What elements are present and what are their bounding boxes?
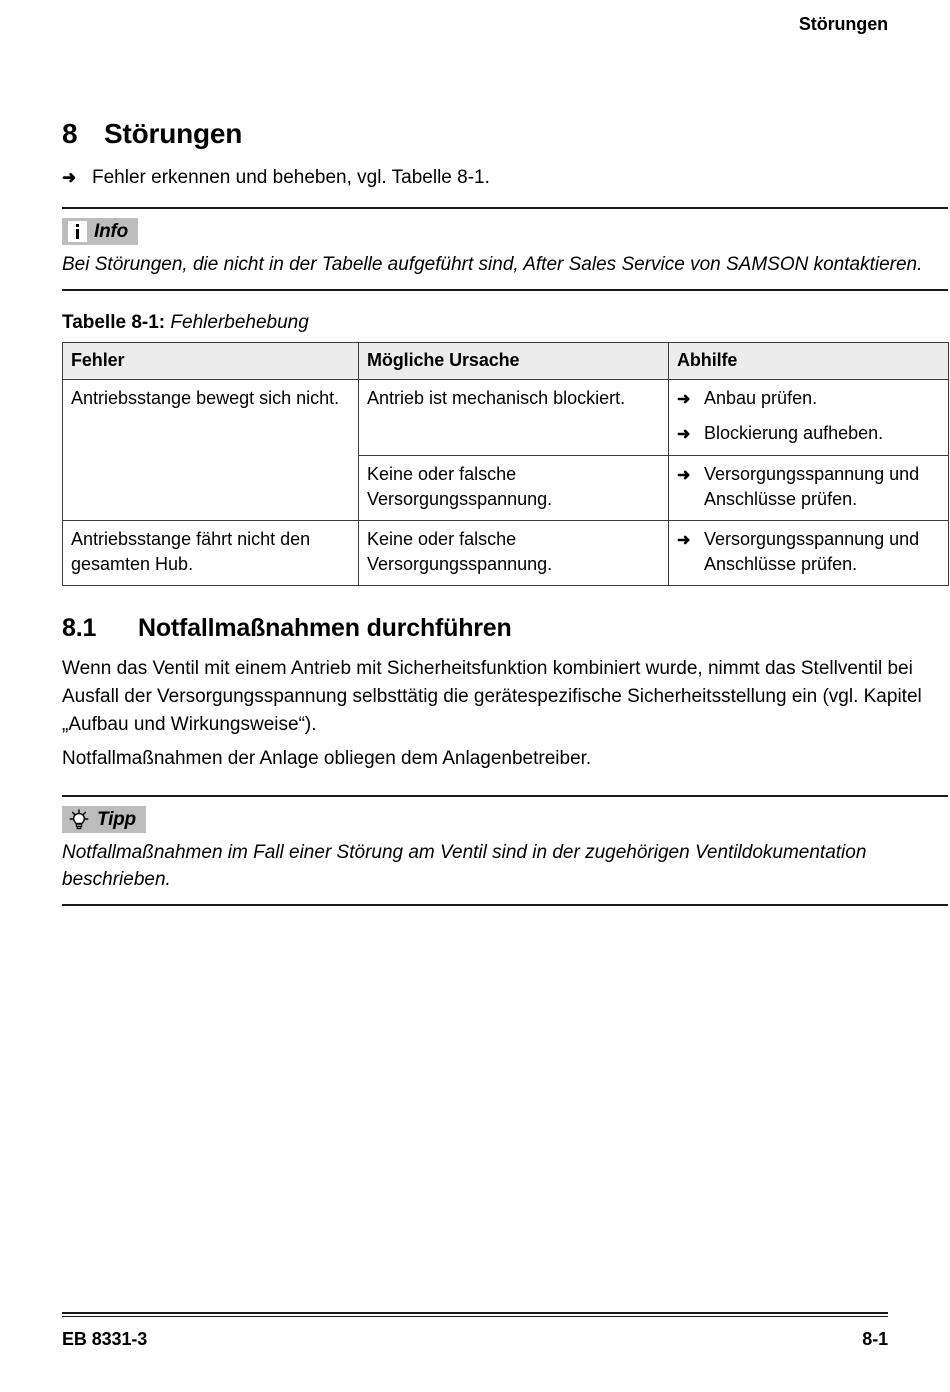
remedy-text: Blockierung aufheben. xyxy=(704,423,884,443)
cell-fault: Antriebsstange fährt nicht den gesamten Hub. xyxy=(63,521,359,586)
cell-cause: Keine oder falsche Versorgungsspannung. xyxy=(359,521,669,586)
info-icon xyxy=(68,221,87,242)
tip-note-block xyxy=(62,795,948,906)
section-paragraph-2: Notfallmaßnahmen der Anlage obliegen dem Anlagenbetreiber. xyxy=(62,748,592,769)
remedy-text: Versorgungsspannung und Anschlüsse prüfen. xyxy=(704,529,920,574)
column-header-moegliche-ursache: Mögliche Ursache xyxy=(359,343,669,380)
cell-fault: Antriebsstange bewegt sich nicht. xyxy=(63,380,359,521)
running-header-title: Störungen xyxy=(798,14,888,34)
cell-cause: Antrieb ist mechanisch blockiert. xyxy=(359,380,669,456)
arrow-right-icon: ➜ xyxy=(677,391,691,408)
arrow-right-icon: ➜ xyxy=(62,168,77,187)
table-header-row xyxy=(63,343,949,380)
table-row xyxy=(63,380,949,456)
chapter-intro-step xyxy=(62,164,948,191)
footer-page-number: 8-1 xyxy=(862,1329,888,1349)
page-footer xyxy=(62,1312,888,1350)
chapter-number: 8 xyxy=(62,118,78,149)
section-heading xyxy=(62,614,948,643)
remedy-text: Versorgungsspannung und Anschlüsse prüfen. xyxy=(704,464,920,509)
page-content xyxy=(62,118,948,922)
section-title: Notfallmaßnahmen durchführen xyxy=(138,614,512,642)
arrow-right-icon: ➜ xyxy=(677,532,691,549)
cell-remedy xyxy=(669,380,949,456)
remedy-item xyxy=(677,386,940,412)
arrow-right-icon: ➜ xyxy=(677,467,691,484)
cell-remedy xyxy=(669,521,949,586)
remedy-text: Anbau prüfen. xyxy=(704,388,818,408)
footer-document-id: EB 8331-3 xyxy=(62,1329,148,1349)
troubleshooting-table xyxy=(62,342,949,586)
info-note-body: Bei Störungen, die nicht in der Tabelle aufgeführt sind, After Sales Service von SAMSON kontaktieren. xyxy=(62,254,923,275)
cell-remedy xyxy=(669,456,949,521)
remedy-item xyxy=(677,462,940,512)
chapter-intro-text: Fehler erkennen und beheben, vgl. Tabelle 8-1. xyxy=(92,167,490,188)
table-caption-label: Tabelle 8-1: xyxy=(62,312,166,333)
cell-cause: Keine oder falsche Versorgungsspannung. xyxy=(359,456,669,521)
tip-note-label: Tipp xyxy=(97,809,136,830)
column-header-fehler: Fehler xyxy=(63,343,359,380)
lightbulb-icon xyxy=(68,809,90,830)
chapter-heading xyxy=(62,118,948,150)
info-note-block xyxy=(62,207,948,291)
section-paragraph-1: Wenn das Ventil mit einem Antrieb mit Sicherheitsfunktion kombiniert wurde, nimmt das Stellventil bei Ausfall der Versorgungsspannung selbsttätig die gerätespezifische Sicherheitsstellung ein (vgl. Kapitel „Aufbau und Wirkungsweise“). xyxy=(62,658,922,735)
footer-divider xyxy=(62,1312,888,1317)
table-row xyxy=(63,521,949,586)
tip-note-body: Notfallmaßnahmen im Fall einer Störung am Ventil sind in der zugehörigen Ventildokumentation beschrieben. xyxy=(62,842,867,890)
info-note-badge xyxy=(62,218,138,245)
table-caption xyxy=(62,311,948,335)
section-number: 8.1 xyxy=(62,614,97,642)
chapter-title: Störungen xyxy=(104,118,243,149)
arrow-right-icon: ➜ xyxy=(677,426,691,443)
footer-row xyxy=(62,1329,888,1350)
info-note-label: Info xyxy=(94,221,129,242)
tip-note-badge xyxy=(62,806,146,833)
column-header-abhilfe: Abhilfe xyxy=(669,343,949,380)
remedy-item xyxy=(677,527,940,577)
remedy-item xyxy=(677,421,940,447)
table-caption-title: Fehlerbehebung xyxy=(170,312,309,333)
